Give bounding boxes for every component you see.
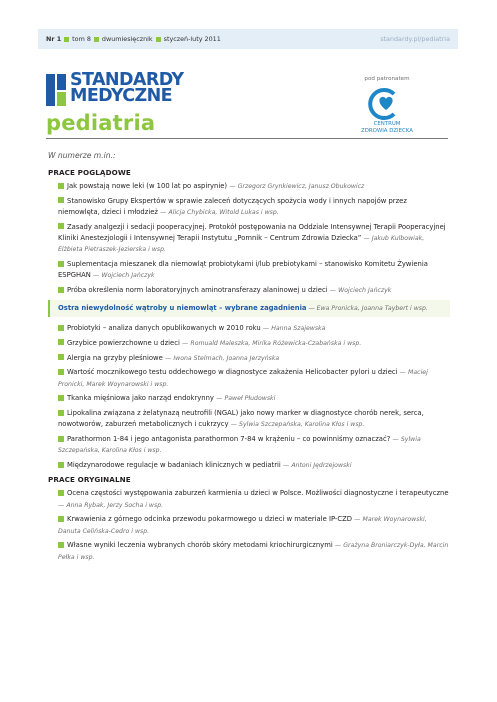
list-item[interactable]: Grzybice powierzchowne u dzieci — Romuald Maleszka, Mirika Różewicka-Czabańska i wsp.	[48, 338, 450, 349]
standardy-medyczne-logo	[46, 72, 206, 108]
list-item[interactable]: Wartość mocznikowego testu oddechowego w diagnostyce zakażenia Helicobacter pylori u dzieci — Maciej Pronicki, Marek Woynarowski i wsp.	[58, 368, 428, 388]
list-item[interactable]: Lipokalina związana z żelatynazą neutrofili (NGAL) jako nowy marker w diagnostyce chorób nerek, serca, nowotworów, zaburzeń metabolicznych i cukrzycy — Sylwia Szczepańska, Karolina Kłos i wsp.	[58, 409, 424, 429]
section-title: PRACE POGLĄDOWE	[48, 168, 131, 177]
list-item[interactable]: Parathormon 1-84 i jego antagonista parathormon 7-84 w krążeniu – co powinniśmy oznaczać? — Sylwia Szczepańska, Karolina Kłos i wsp.	[58, 435, 421, 455]
bullet-icon	[58, 490, 64, 496]
list-item[interactable]: Zasady analgezji i sedacji pooperacyjnej. Protokół postępowania na Oddziale Intensywnej Terapii Pooperacyjnej Kliniki Anestezjologii i Intensywnej Terapii Instytutu „Pomnik – Centrum Zdrowia Dziecka” — Jakub Kulbowiak, Elżbieta Pietraszek-Jezierska i wsp.	[58, 222, 446, 254]
list-item[interactable]: Jak powstają nowe leki (w 100 lat po aspirynie) — Grzegorz Grynkiewicz, Janusz Obukowicz	[48, 181, 450, 192]
patron-name-line-2: ZDROWIA DZIECKA	[361, 128, 413, 134]
bullet-icon	[58, 436, 64, 442]
header-divider	[46, 138, 448, 139]
list-item[interactable]: Ocena częstości występowania zaburzeń karmienia u dzieci w Polsce. Możliwości diagnostyczne i terapeutyczne — Anna Rybak, Jerzy Socha i wsp.	[58, 489, 449, 509]
highlighted-authors: Ewa Pronicka, Joanna Taybert i wsp.	[316, 304, 428, 312]
bullet-icon	[58, 354, 64, 360]
list-item[interactable]: Tkanka mięśniowa jako narząd endokrynny — Paweł Płudowski	[48, 393, 450, 404]
list-item[interactable]: Probiotyki – analiza danych opublikowanych w 2010 roku — Hanna Szajewska	[48, 323, 450, 334]
table-of-contents	[48, 168, 450, 566]
intro-text: W numerze m.in.:	[48, 151, 116, 160]
list-item[interactable]: Międzynarodowe regulacje w badaniach klinicznych w pediatrii — Antoni Jędrzejowski	[48, 460, 450, 471]
czd-heart-icon	[364, 86, 408, 120]
bullet-icon	[58, 261, 64, 267]
separator-square-icon	[94, 37, 99, 42]
highlighted-article[interactable]: Ostra niewydolność wątroby u niemowląt – wybrane zagadnienia — Ewa Pronicka, Joanna Taybert i wsp.	[48, 300, 450, 317]
separator-square-icon	[156, 37, 161, 42]
bullet-icon	[58, 395, 64, 401]
bullet-icon	[58, 183, 64, 189]
bullet-icon	[58, 516, 64, 522]
list-item[interactable]: Krwawienia z górnego odcinka przewodu pokarmowego u dzieci w materiale IP-CZD — Marek Woynarowski, Danuta Celińska-Cedro i wsp.	[58, 515, 427, 535]
bullet-icon	[58, 197, 64, 203]
separator-square-icon	[64, 37, 69, 42]
logo-line-1: STANDARDY	[70, 70, 184, 90]
logo-wordmark	[70, 72, 183, 104]
patron-name	[350, 121, 424, 135]
list-item[interactable]: Próba określenia norm laboratoryjnych aminotransferazy alaninowej u dzieci — Wojciech Jańczyk	[48, 285, 450, 296]
bullet-icon	[58, 369, 64, 375]
patron-label: pod patronatem	[364, 76, 410, 82]
logo-mark-icon	[46, 74, 66, 106]
logo-line-2: MEDYCZNE	[70, 86, 173, 106]
list-item[interactable]: Własne wyniki leczenia wybranych chorób skóry metodami kriochirurgicznymi — Grażyna Broniarczyk-Dyła, Marcin Pełka i wsp.	[58, 541, 449, 561]
bullet-icon	[58, 223, 64, 229]
issue-number: Nr 1	[46, 35, 62, 43]
patron-name-line-1: CENTRUM	[373, 121, 401, 127]
section-title: PRACE ORYGINALNE	[48, 475, 131, 485]
period: styczeń-luty 2011	[163, 35, 221, 43]
issue-header-bar	[38, 29, 458, 49]
list-item[interactable]: Alergia na grzyby pleśniowe — Iwona Stelmach, Joanna Jerzyńska	[48, 353, 450, 364]
highlighted-title: Ostra niewydolność wątroby u niemowląt – wybrane zagadnienia	[58, 303, 307, 312]
list-item[interactable]: Stanowisko Grupy Ekspertów w sprawie zaleceń dotyczących spożycia wody i innych napojów przez niemowlęta, dzieci i młodzież — Alicja Chybicka, Witold Lukas i wsp.	[58, 196, 407, 216]
bullet-icon	[58, 287, 64, 293]
bullet-icon	[58, 410, 64, 416]
bullet-icon	[58, 325, 64, 331]
site-link[interactable]: standardy.pl/pediatria	[380, 35, 450, 43]
bullet-icon	[58, 339, 64, 345]
frequency: dwumiesięcznik	[101, 35, 153, 43]
volume: tom 8	[72, 35, 91, 43]
bullet-icon	[58, 542, 64, 548]
bullet-icon	[58, 462, 64, 468]
list-item[interactable]: Suplementacja mieszanek dla niemowląt probiotykami i/lub prebiotykami – stanowisko Komitetu Żywienia ESPGHAN — Wojciech Jańczyk	[58, 260, 428, 280]
journal-title: pediatria	[46, 111, 156, 135]
